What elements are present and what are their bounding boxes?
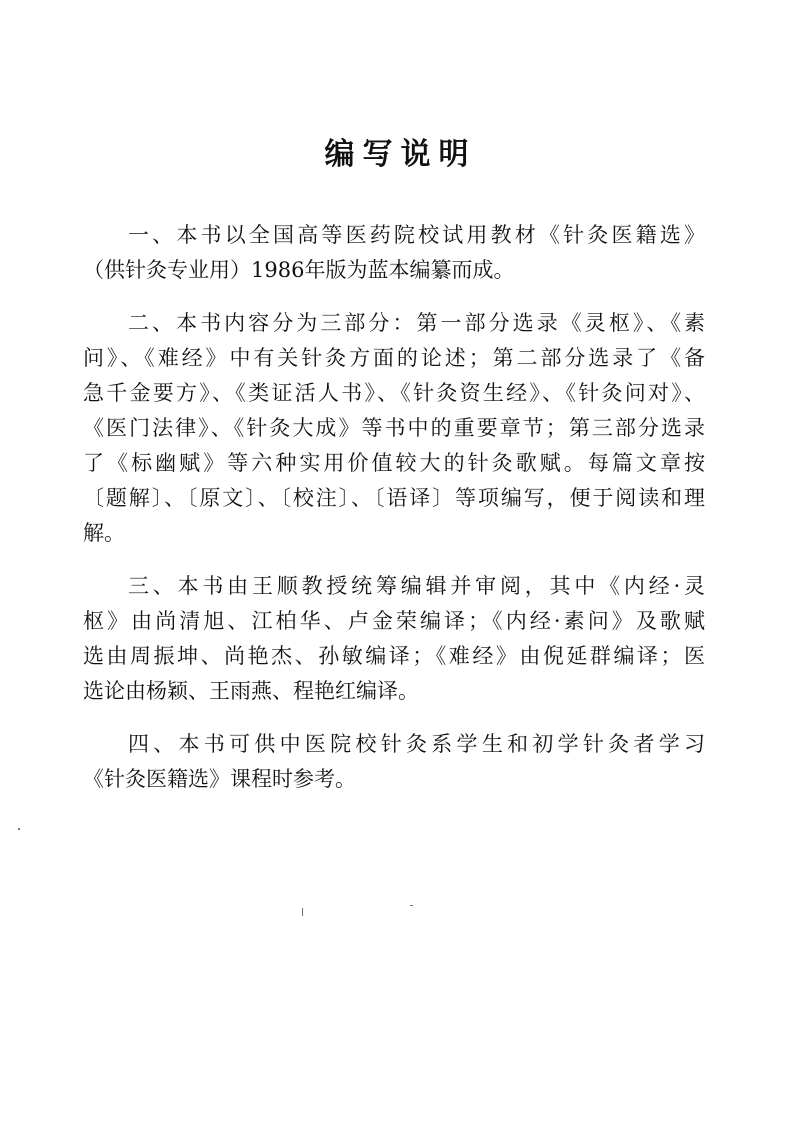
page-title: 编写说明 [324, 137, 477, 172]
text-line: 《医门法律》、《针灸大成》等书中的重要章节；第三部分选录 [83, 416, 705, 440]
text-line: 三、本书由王顺教授统筹编辑并审阅，其中《内经·灵 [128, 574, 705, 598]
text-line: 二、本书内容分为三部分：第一部分选录《灵枢》、《素 [128, 311, 705, 335]
text-line: 四、本书可供中医院校针灸系学生和初学针灸者学习 [128, 732, 705, 756]
text-line: 了《标幽赋》等六种实用价值较大的针灸歌赋。每篇文章按 [83, 451, 705, 475]
text-line: 解。 [83, 521, 125, 545]
text-line: （供针灸专业用）1986年版为蓝本编纂而成。 [83, 258, 515, 282]
text-line: 枢》由尚清旭、江柏华、卢金荣编译；《内经·素问》及歌赋 [83, 609, 705, 633]
text-line: 《针灸医籍选》课程时参考。 [83, 767, 356, 791]
text-line: 〔题解〕、〔原文〕、〔校注〕、〔语译〕等项编写，便于阅读和理 [83, 486, 705, 510]
paragraph-3 [83, 569, 705, 709]
text-line: 一、本书以全国高等医药院校试用教材《针灸医籍选》 [128, 223, 705, 247]
text-line: 选由周振坤、尚艳杰、孙敏编译；《难经》由倪延群编译；医 [83, 644, 705, 668]
paragraph-1 [83, 218, 705, 288]
text-line: 选论由杨颖、王雨燕、程艳红编译。 [83, 679, 419, 703]
text-line: 急千金要方》、《类证活人书》、《针灸资生经》、《针灸问对》、 [83, 381, 705, 405]
paragraph-4 [83, 727, 705, 797]
paragraph-2 [83, 306, 705, 551]
document-body [83, 218, 705, 815]
text-line: 问》、《难经》中有关针灸方面的论述；第二部分选录了《备 [83, 346, 705, 370]
scan-speck [410, 905, 413, 906]
scan-speck [302, 908, 303, 916]
scan-speck [18, 828, 20, 830]
